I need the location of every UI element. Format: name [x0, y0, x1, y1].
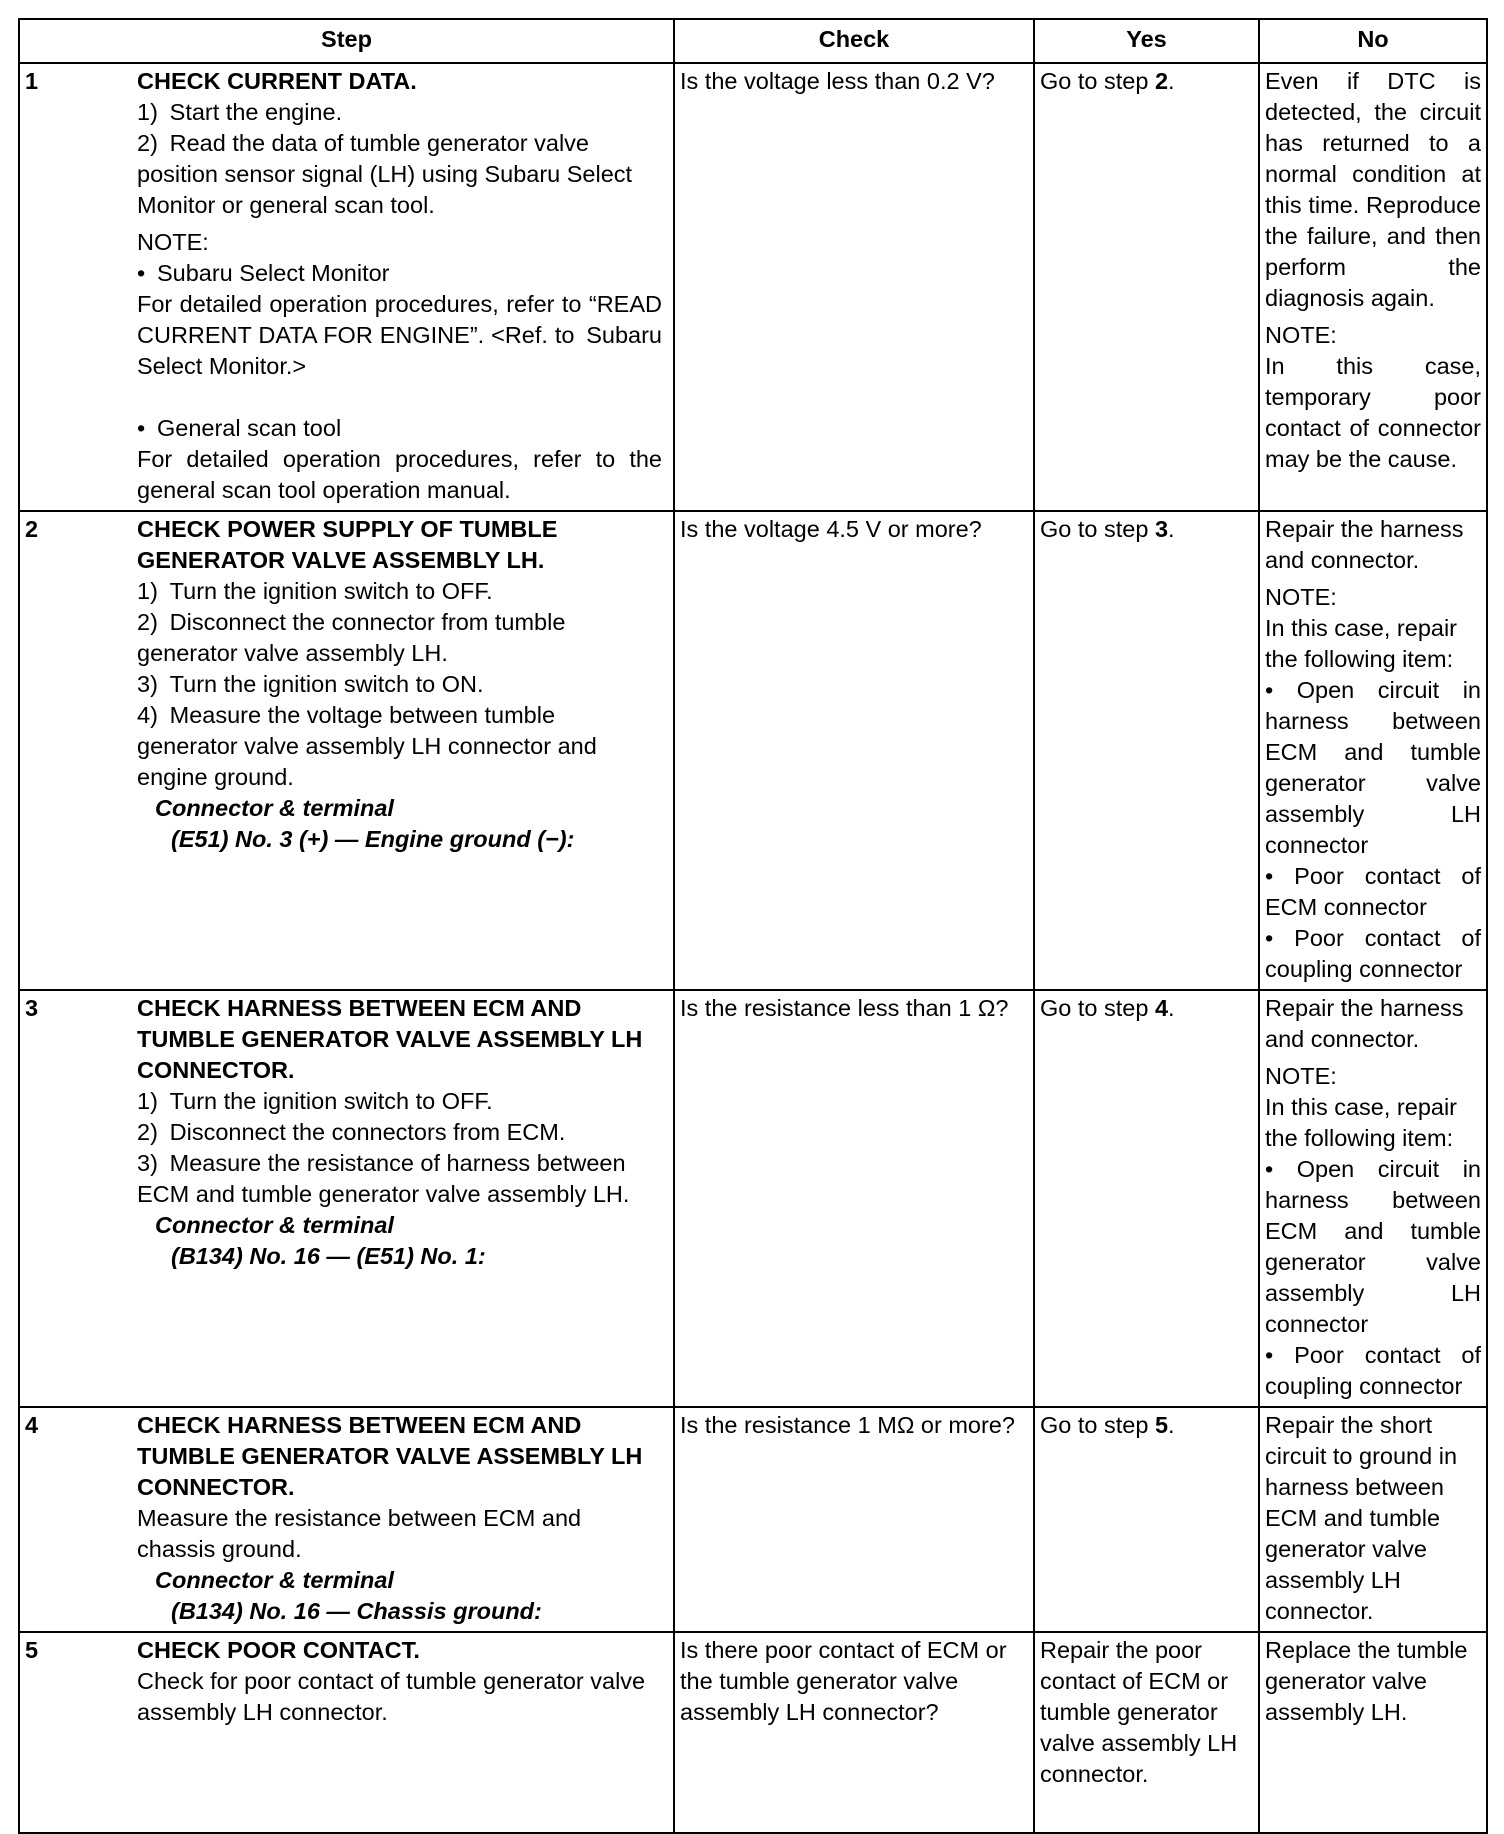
step-number: 5 — [25, 1637, 39, 1663]
connector-value: (E51) No. 3 (+) — Engine ground (−): — [171, 826, 575, 852]
yes-suffix: . — [1168, 1412, 1175, 1438]
step-cell — [19, 511, 674, 990]
step-line: 2) Disconnect the connector from tumble generator valve assembly LH. — [137, 609, 566, 666]
yes-suffix: . — [1168, 516, 1175, 542]
yes-cell — [1034, 990, 1259, 1407]
yes-cell — [1034, 511, 1259, 990]
step-line: 1) Turn the ignition switch to OFF. — [137, 1088, 493, 1114]
step-title: CHECK CURRENT DATA. — [137, 68, 417, 94]
step-line: 1) Start the engine. — [137, 99, 343, 125]
no-text: Repair the harness and connector. — [1265, 516, 1464, 573]
connector-label: Connector & terminal — [155, 795, 394, 821]
no-note-label: NOTE: — [1265, 322, 1337, 348]
yes-text: Go to step — [1040, 995, 1155, 1021]
connector-value: (B134) No. 16 — (E51) No. 1: — [171, 1243, 486, 1269]
yes-text: Go to step — [1040, 1412, 1155, 1438]
no-note-text: In this case, temporary poor contact of connector may be the cause. — [1265, 353, 1481, 472]
header-yes: Yes — [1034, 19, 1259, 63]
no-item: • Poor contact of ECM connector — [1265, 863, 1481, 920]
step-line: 3) Turn the ignition switch to ON. — [137, 671, 484, 697]
no-item: • Open circuit in harness between ECM and tumble generator valve assembly LH connector — [1265, 677, 1481, 858]
no-note-text: In this case, repair the following item: — [1265, 1094, 1458, 1151]
yes-step-number: 4 — [1154, 995, 1169, 1021]
check-cell: Is the voltage 4.5 V or more? — [674, 511, 1034, 990]
check-cell: Is the resistance 1 MΩ or more? — [674, 1407, 1034, 1632]
no-cell — [1259, 990, 1487, 1407]
table-row — [19, 63, 1487, 511]
step-cell — [19, 1407, 674, 1632]
check-cell: Is there poor contact of ECM or the tumble generator valve assembly LH connector? — [674, 1632, 1034, 1833]
no-cell — [1259, 1407, 1487, 1632]
connector-label: Connector & terminal — [155, 1212, 394, 1238]
yes-step-number: 5 — [1154, 1412, 1169, 1438]
header-check: Check — [674, 19, 1034, 63]
step-line: Measure the resistance between ECM and chassis ground. — [137, 1505, 582, 1562]
no-cell — [1259, 511, 1487, 990]
step-title: CHECK HARNESS BETWEEN ECM AND TUMBLE GENERATOR VALVE ASSEMBLY LH CONNECTOR. — [137, 995, 643, 1083]
yes-suffix: . — [1168, 68, 1175, 94]
step-line: 4) Measure the voltage between tumble generator valve assembly LH connector and engine ground. — [137, 702, 597, 790]
step-title: CHECK HARNESS BETWEEN ECM AND TUMBLE GENERATOR VALVE ASSEMBLY LH CONNECTOR. — [137, 1412, 643, 1500]
step-number: 1 — [25, 68, 39, 94]
check-cell: Is the voltage less than 0.2 V? — [674, 63, 1034, 511]
step-body — [137, 993, 662, 1272]
step-line: 2) Read the data of tumble generator valve position sensor signal (LH) using Subaru Select Monitor or general scan tool. — [137, 130, 633, 218]
no-note-label: NOTE: — [1265, 1063, 1337, 1089]
step-line: 3) Measure the resistance of harness between ECM and tumble generator valve assembly LH. — [137, 1150, 630, 1207]
note-text: For detailed operation procedures, refer to the general scan tool operation manual. — [137, 446, 662, 503]
step-line: 2) Disconnect the connectors from ECM. — [137, 1119, 566, 1145]
yes-cell — [1034, 1407, 1259, 1632]
yes-step-number: 3 — [1154, 516, 1169, 542]
step-number: 3 — [25, 995, 39, 1021]
step-title: CHECK POWER SUPPLY OF TUMBLE GENERATOR VALVE ASSEMBLY LH. — [137, 516, 558, 573]
header-row — [19, 19, 1487, 63]
step-number: 2 — [25, 516, 39, 542]
no-text: Replace the tumble generator valve assembly LH. — [1265, 1637, 1468, 1725]
yes-text: Go to step — [1040, 68, 1155, 94]
diagnostic-table — [18, 18, 1488, 1834]
connector-value: (B134) No. 16 — Chassis ground: — [171, 1598, 542, 1624]
step-body — [137, 514, 662, 855]
table-row — [19, 1632, 1487, 1833]
step-title: CHECK POOR CONTACT. — [137, 1637, 420, 1663]
no-note-label: NOTE: — [1265, 584, 1337, 610]
table-row — [19, 1407, 1487, 1632]
table-row — [19, 511, 1487, 990]
note-label: NOTE: — [137, 229, 209, 255]
no-item: • Poor contact of coupling connector — [1265, 1342, 1481, 1399]
no-text: Even if DTC is detected, the circuit has returned to a normal condition at this time. Reproduce the failure, and then perform the diagnosis again. — [1265, 68, 1481, 311]
step-line: Check for poor contact of tumble generator valve assembly LH connector. — [137, 1668, 646, 1725]
no-text: Repair the harness and connector. — [1265, 995, 1464, 1052]
step-line: 1) Turn the ignition switch to OFF. — [137, 578, 493, 604]
connector-label: Connector & terminal — [155, 1567, 394, 1593]
step-body — [137, 66, 662, 506]
header-step: Step — [19, 19, 674, 63]
step-cell — [19, 990, 674, 1407]
step-number: 4 — [25, 1412, 39, 1438]
yes-suffix: . — [1168, 995, 1175, 1021]
header-no: No — [1259, 19, 1487, 63]
note-bullet: • General scan tool — [137, 415, 342, 441]
step-cell — [19, 63, 674, 511]
no-item: • Open circuit in harness between ECM and tumble generator valve assembly LH connector — [1265, 1156, 1481, 1337]
step-body — [137, 1635, 662, 1728]
yes-step-number: 2 — [1154, 68, 1169, 94]
yes-cell: Repair the poor contact of ECM or tumble generator valve assembly LH connector. — [1034, 1632, 1259, 1833]
step-cell — [19, 1632, 674, 1833]
no-note-text: In this case, repair the following item: — [1265, 615, 1458, 672]
check-cell: Is the resistance less than 1 Ω? — [674, 990, 1034, 1407]
note-text: For detailed operation procedures, refer to “READ CURRENT DATA FOR ENGINE”. <Ref. to Subaru Select Monitor.> — [137, 291, 662, 379]
yes-cell — [1034, 63, 1259, 511]
note-bullet: • Subaru Select Monitor — [137, 260, 390, 286]
step-body — [137, 1410, 662, 1627]
no-item: • Poor contact of coupling connector — [1265, 925, 1481, 982]
no-cell — [1259, 1632, 1487, 1833]
no-cell — [1259, 63, 1487, 511]
no-text: Repair the short circuit to ground in harness between ECM and tumble generator valve assembly LH connector. — [1265, 1412, 1458, 1624]
table-row — [19, 990, 1487, 1407]
yes-text: Go to step — [1040, 516, 1155, 542]
